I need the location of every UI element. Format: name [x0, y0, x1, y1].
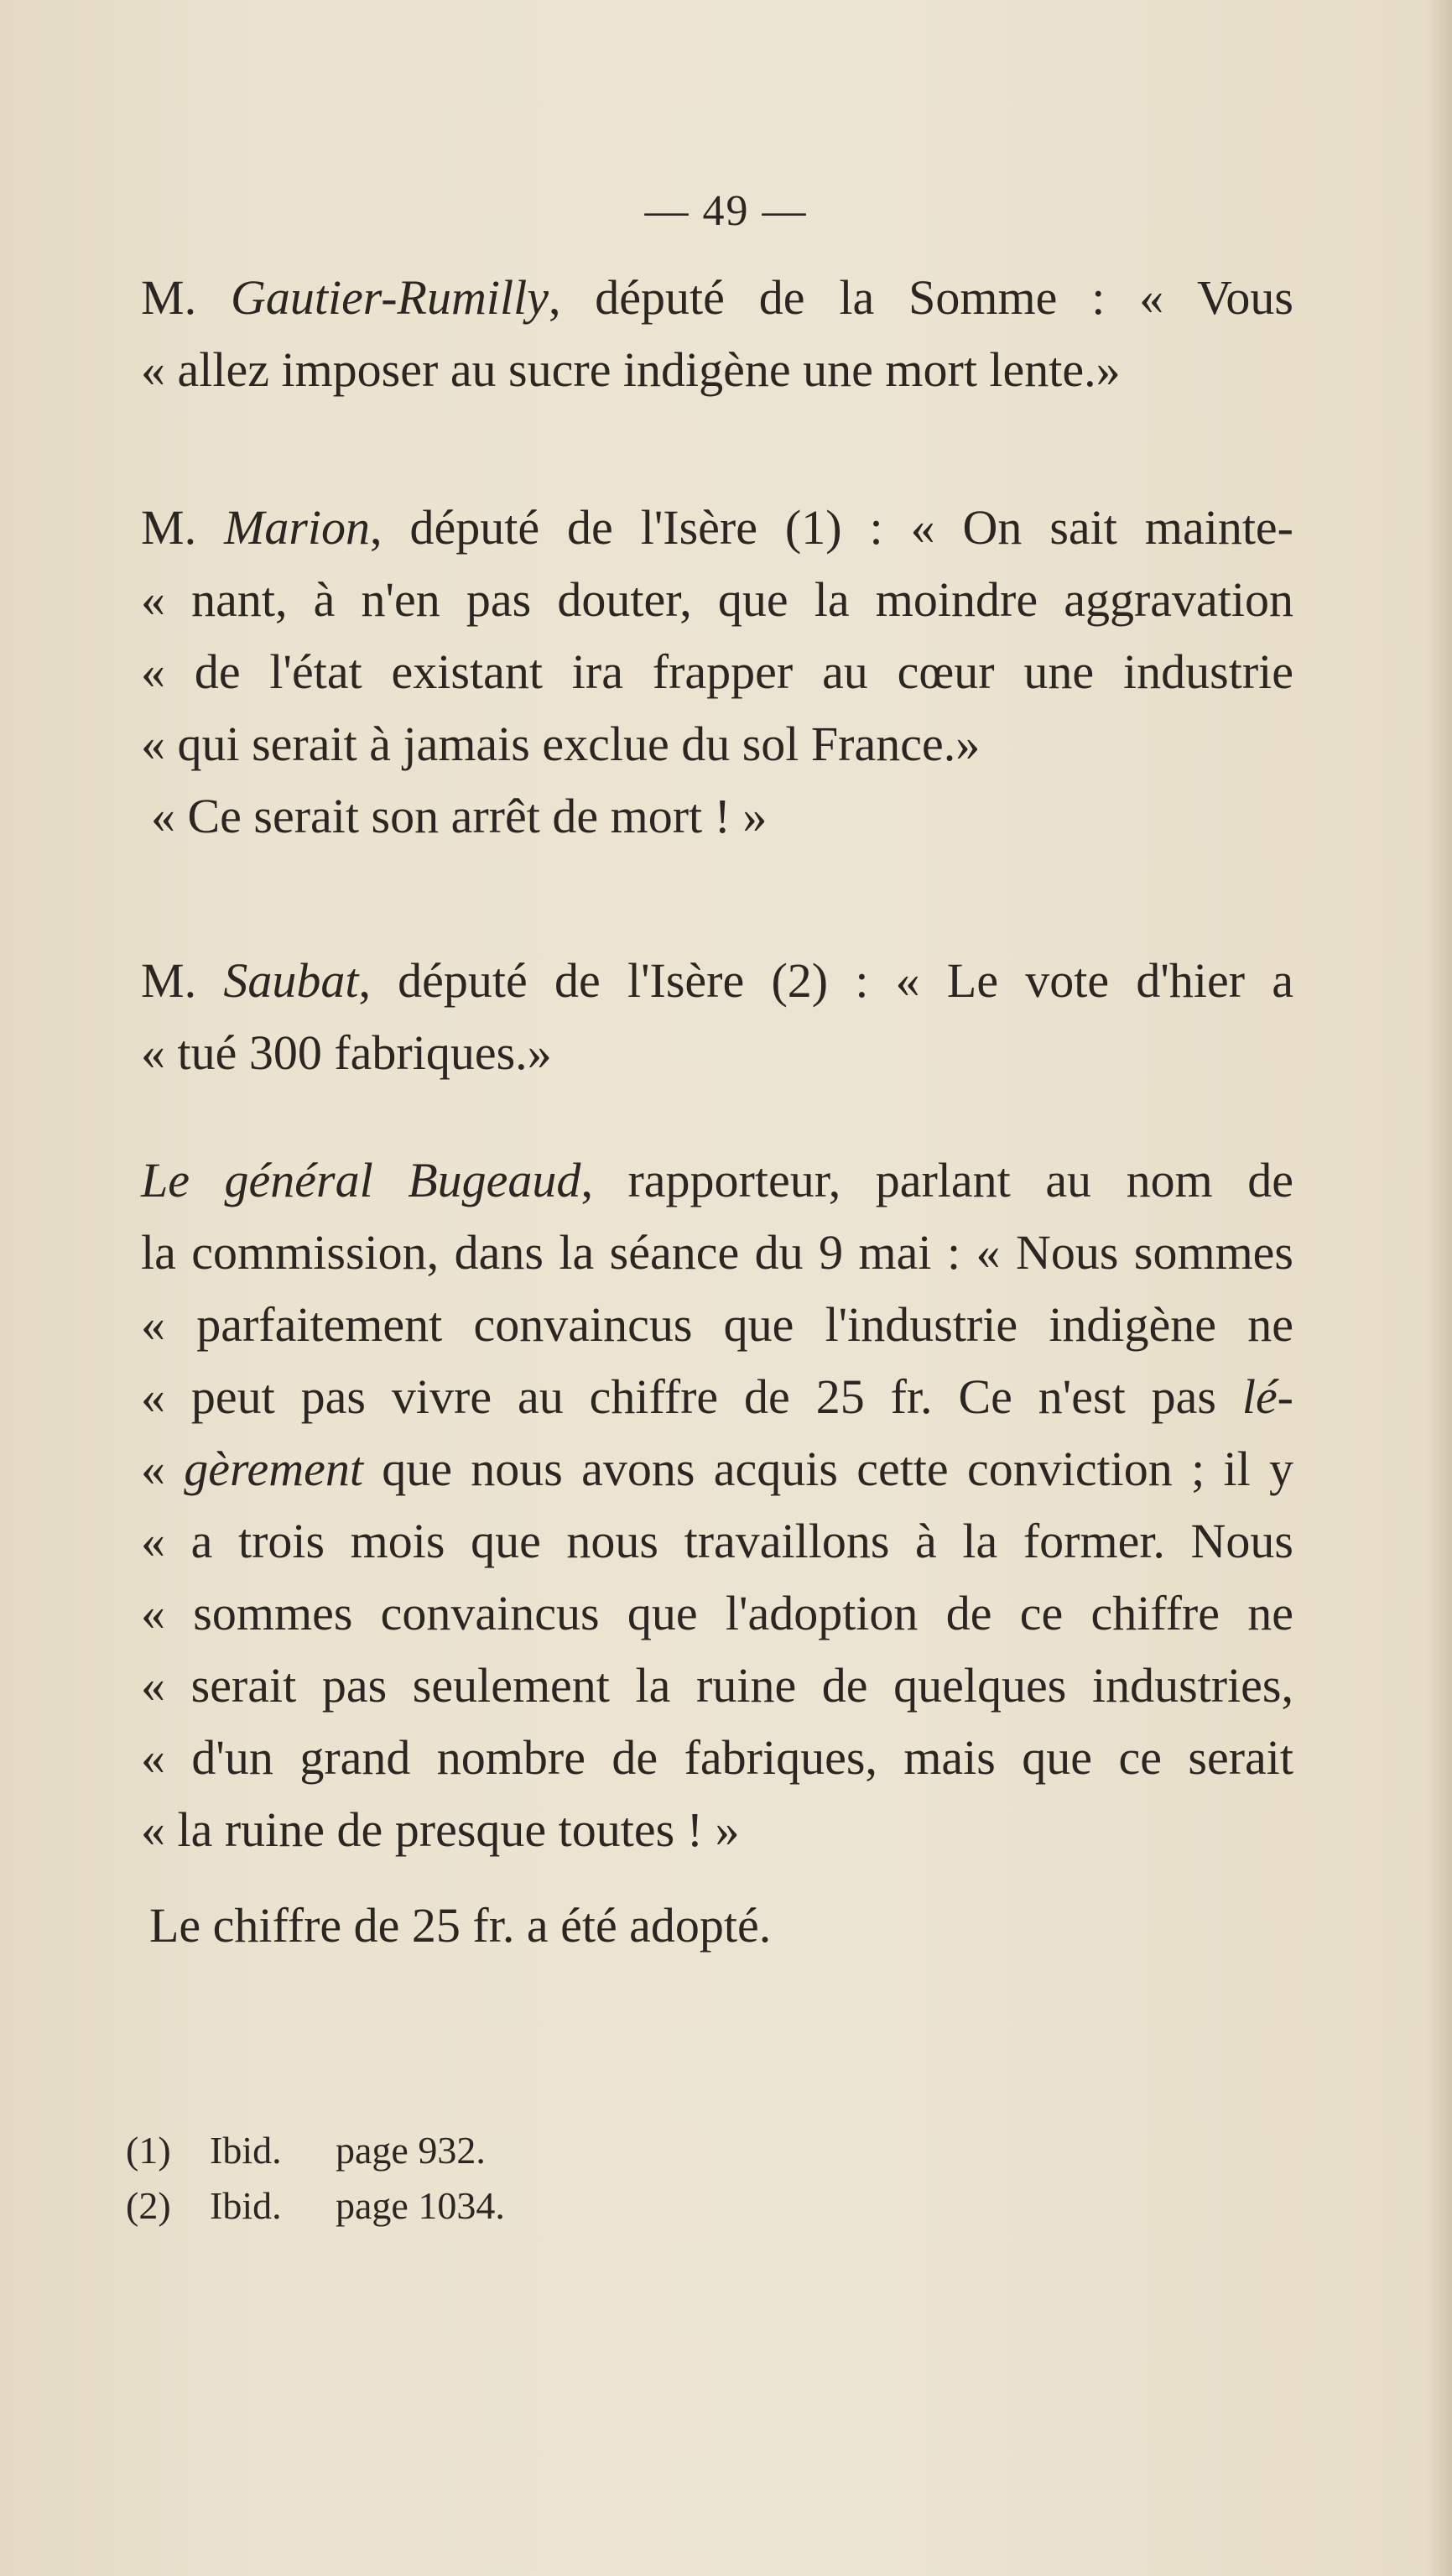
- text-line: « Ce serait son arrêt de mort ! »: [151, 789, 768, 843]
- emphasis: Le général Bugeaud: [141, 1153, 581, 1207]
- text-line: Le général Bugeaud, rapporteur, parlant au nom de: [141, 1153, 1294, 1207]
- footnote: [126, 2123, 505, 2178]
- emphasis: gèrement: [184, 1442, 363, 1496]
- text-line: « allez imposer au sucre indigène une mort lente.»: [141, 342, 1121, 397]
- emphasis: lé-: [1241, 1369, 1293, 1424]
- text-line: M. Saubat, député de l'Isère (2) : « Le vote d'hier a: [141, 953, 1293, 1008]
- text-line: Le chiffre de 25 fr. a été adopté.: [149, 1898, 772, 1953]
- emphasis: Gautier-Rumilly: [230, 270, 549, 325]
- text-line: M. Marion, député de l'Isère (1) : « On sait mainte-: [141, 500, 1293, 555]
- emphasis: Saubat: [223, 953, 359, 1008]
- text-line: « parfaitement convaincus que l'industrie indigène ne: [141, 1297, 1293, 1352]
- paragraph-marion: [141, 492, 1293, 853]
- paragraph-gautier-rumilly: [141, 262, 1293, 406]
- paragraph-bugeaud: [141, 1145, 1293, 1866]
- text-line: « serait pas seulement la ruine de quelques industries,: [141, 1658, 1293, 1713]
- page-number: — 49 —: [644, 187, 808, 235]
- text-line: « peut pas vivre au chiffre de 25 fr. Ce n'est pas lé-: [141, 1369, 1293, 1424]
- text-line: « d'un grand nombre de fabriques, mais que ce serait: [141, 1730, 1293, 1785]
- text-line: « sommes convaincus que l'adoption de ce chiffre ne: [141, 1586, 1293, 1640]
- text-line: « gèrement que nous avons acquis cette conviction ; il y: [141, 1442, 1293, 1496]
- text-line: « a trois mois que nous travaillons à la former. Nous: [141, 1514, 1293, 1568]
- text-line: « nant, à n'en pas douter, que la moindre aggravation: [141, 572, 1293, 627]
- paragraph-conclusion: [149, 1890, 1302, 1962]
- footnote-source: Ibid.: [210, 2184, 282, 2227]
- emphasis: Marion: [224, 500, 371, 555]
- text-line: « la ruine de presque toutes ! »: [141, 1802, 740, 1857]
- paragraph-saubat: [141, 945, 1293, 1089]
- text-line: « qui serait à jamais exclue du sol France.»: [141, 717, 981, 771]
- text-line: « tué 300 fabriques.»: [141, 1025, 552, 1080]
- footnote-source: Ibid.: [210, 2129, 282, 2172]
- footnote-page: page 1034.: [336, 2184, 505, 2227]
- footnote: [126, 2178, 505, 2234]
- text-line: M. Gautier-Rumilly, député de la Somme : « Vous: [141, 270, 1293, 325]
- text-line: la commission, dans la séance du 9 mai : « Nous sommes: [141, 1225, 1293, 1280]
- footnote-mark: (1): [126, 2129, 171, 2172]
- text-line: « de l'état existant ira frapper au cœur une industrie: [141, 644, 1293, 699]
- footnote-mark: (2): [126, 2184, 171, 2227]
- footnote-page: page 932.: [336, 2129, 486, 2172]
- footnotes: [126, 2123, 505, 2234]
